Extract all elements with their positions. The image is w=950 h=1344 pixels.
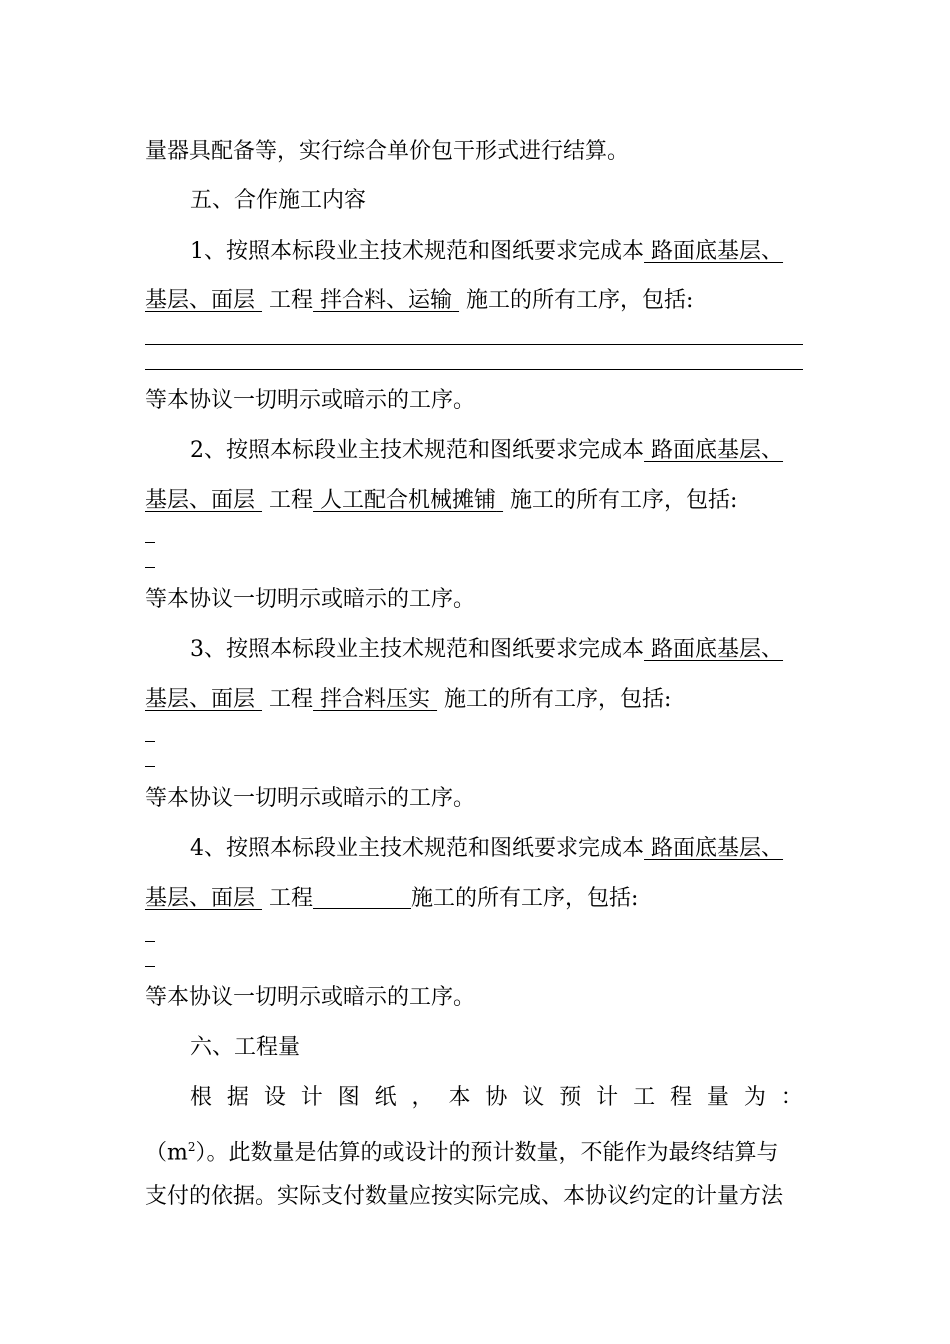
spread-char: 根 xyxy=(190,1085,213,1110)
clause-4-line-2 xyxy=(145,884,638,914)
clause-number: 4、 xyxy=(190,836,226,861)
work-field: 拌合料压实 xyxy=(320,687,431,712)
scope-field: 路面底基层、 xyxy=(651,637,784,662)
spread-char: 本 xyxy=(448,1085,471,1110)
clause-number: 1、 xyxy=(190,239,226,264)
clause-text: 按照本标段业主技术规范和图纸要求完成本 xyxy=(226,836,645,861)
unit-superscript: 2 xyxy=(187,1140,196,1154)
work-field: 拌合料、运输 xyxy=(320,288,453,313)
blank-mark xyxy=(145,567,155,568)
spread-char: 量 xyxy=(706,1085,729,1110)
clause-tail: 施工的所有工序，包括: xyxy=(510,488,738,513)
blank-mark xyxy=(145,966,155,967)
clause-3-line-1 xyxy=(190,635,783,665)
project-word: 工程 xyxy=(269,488,314,513)
spread-char: ： xyxy=(780,1085,803,1110)
blank-rule xyxy=(145,344,803,345)
section-heading: 五、合作施工内容 xyxy=(190,188,367,213)
scope-field-cont: 基层、面层 xyxy=(145,886,256,911)
quantity-line-1 xyxy=(190,1083,803,1113)
clause-text: 按照本标段业主技术规范和图纸要求完成本 xyxy=(226,239,645,264)
blank-mark xyxy=(145,766,155,767)
spread-char: 图 xyxy=(337,1085,360,1110)
clause-1-line-1 xyxy=(190,237,783,267)
scope-field: 路面底基层、 xyxy=(651,438,784,463)
blank-mark xyxy=(145,542,155,543)
quantity-text: ）。此数量是估算的或设计的预计数量，不能作为最终结算与 xyxy=(195,1140,779,1166)
unit-open: （m xyxy=(145,1140,188,1166)
quantity-line-2 xyxy=(145,1132,779,1168)
scope-field-cont: 基层、面层 xyxy=(145,288,256,313)
blank-rule xyxy=(145,369,803,370)
spread-char: 据 xyxy=(226,1085,249,1110)
clause-text: 按照本标段业主技术规范和图纸要求完成本 xyxy=(226,438,645,463)
clause-number: 2、 xyxy=(190,438,226,463)
clause-tail: 施工的所有工序，包括: xyxy=(466,288,694,313)
clause-number: 3、 xyxy=(190,637,226,662)
clause-closing: 等本协议一切明示或暗示的工序。 xyxy=(145,587,476,612)
clause-closing: 等本协议一切明示或暗示的工序。 xyxy=(145,786,476,811)
spread-char: 程 xyxy=(669,1085,692,1110)
clause-text: 按照本标段业主技术规范和图纸要求完成本 xyxy=(226,637,645,662)
spread-char: 设 xyxy=(263,1085,286,1110)
spread-char: 计 xyxy=(596,1085,619,1110)
clause-4-line-1 xyxy=(190,834,783,864)
work-field: 人工配合机械摊铺 xyxy=(320,488,497,513)
clause-closing: 等本协议一切明示或暗示的工序。 xyxy=(145,985,476,1010)
spread-char: 纸 xyxy=(374,1085,397,1110)
blank-mark xyxy=(145,941,155,942)
spread-char: 工 xyxy=(633,1085,656,1110)
project-word: 工程 xyxy=(269,886,314,911)
clause-closing: 等本协议一切明示或暗示的工序。 xyxy=(145,388,476,413)
text-line: 量器具配备等，实行综合单价包干形式进行结算。 xyxy=(145,139,630,164)
spread-char: 为 xyxy=(743,1085,766,1110)
scope-field-cont: 基层、面层 xyxy=(145,687,256,712)
spread-char: 议 xyxy=(522,1085,545,1110)
scope-field: 路面底基层、 xyxy=(651,239,784,264)
spread-char: ， xyxy=(411,1085,434,1110)
clause-1-line-2 xyxy=(145,286,693,316)
project-word: 工程 xyxy=(269,288,314,313)
clause-tail: 施工的所有工序，包括: xyxy=(411,886,639,911)
section-heading: 六、工程量 xyxy=(190,1035,301,1060)
clause-tail: 施工的所有工序，包括: xyxy=(444,687,672,712)
blank-mark xyxy=(145,741,155,742)
spread-char: 计 xyxy=(300,1085,323,1110)
clause-2-line-1 xyxy=(190,436,783,466)
quantity-line-3: 支付的依据。实际支付数量应按实际完成、本协议约定的计量方法 xyxy=(145,1184,784,1209)
spread-char: 协 xyxy=(485,1085,508,1110)
scope-field-cont: 基层、面层 xyxy=(145,488,256,513)
project-word: 工程 xyxy=(269,687,314,712)
work-blank-field xyxy=(313,886,411,909)
clause-2-line-2 xyxy=(145,486,737,516)
clause-3-line-2 xyxy=(145,685,671,715)
spread-char: 预 xyxy=(559,1085,582,1110)
scope-field: 路面底基层、 xyxy=(651,836,784,861)
